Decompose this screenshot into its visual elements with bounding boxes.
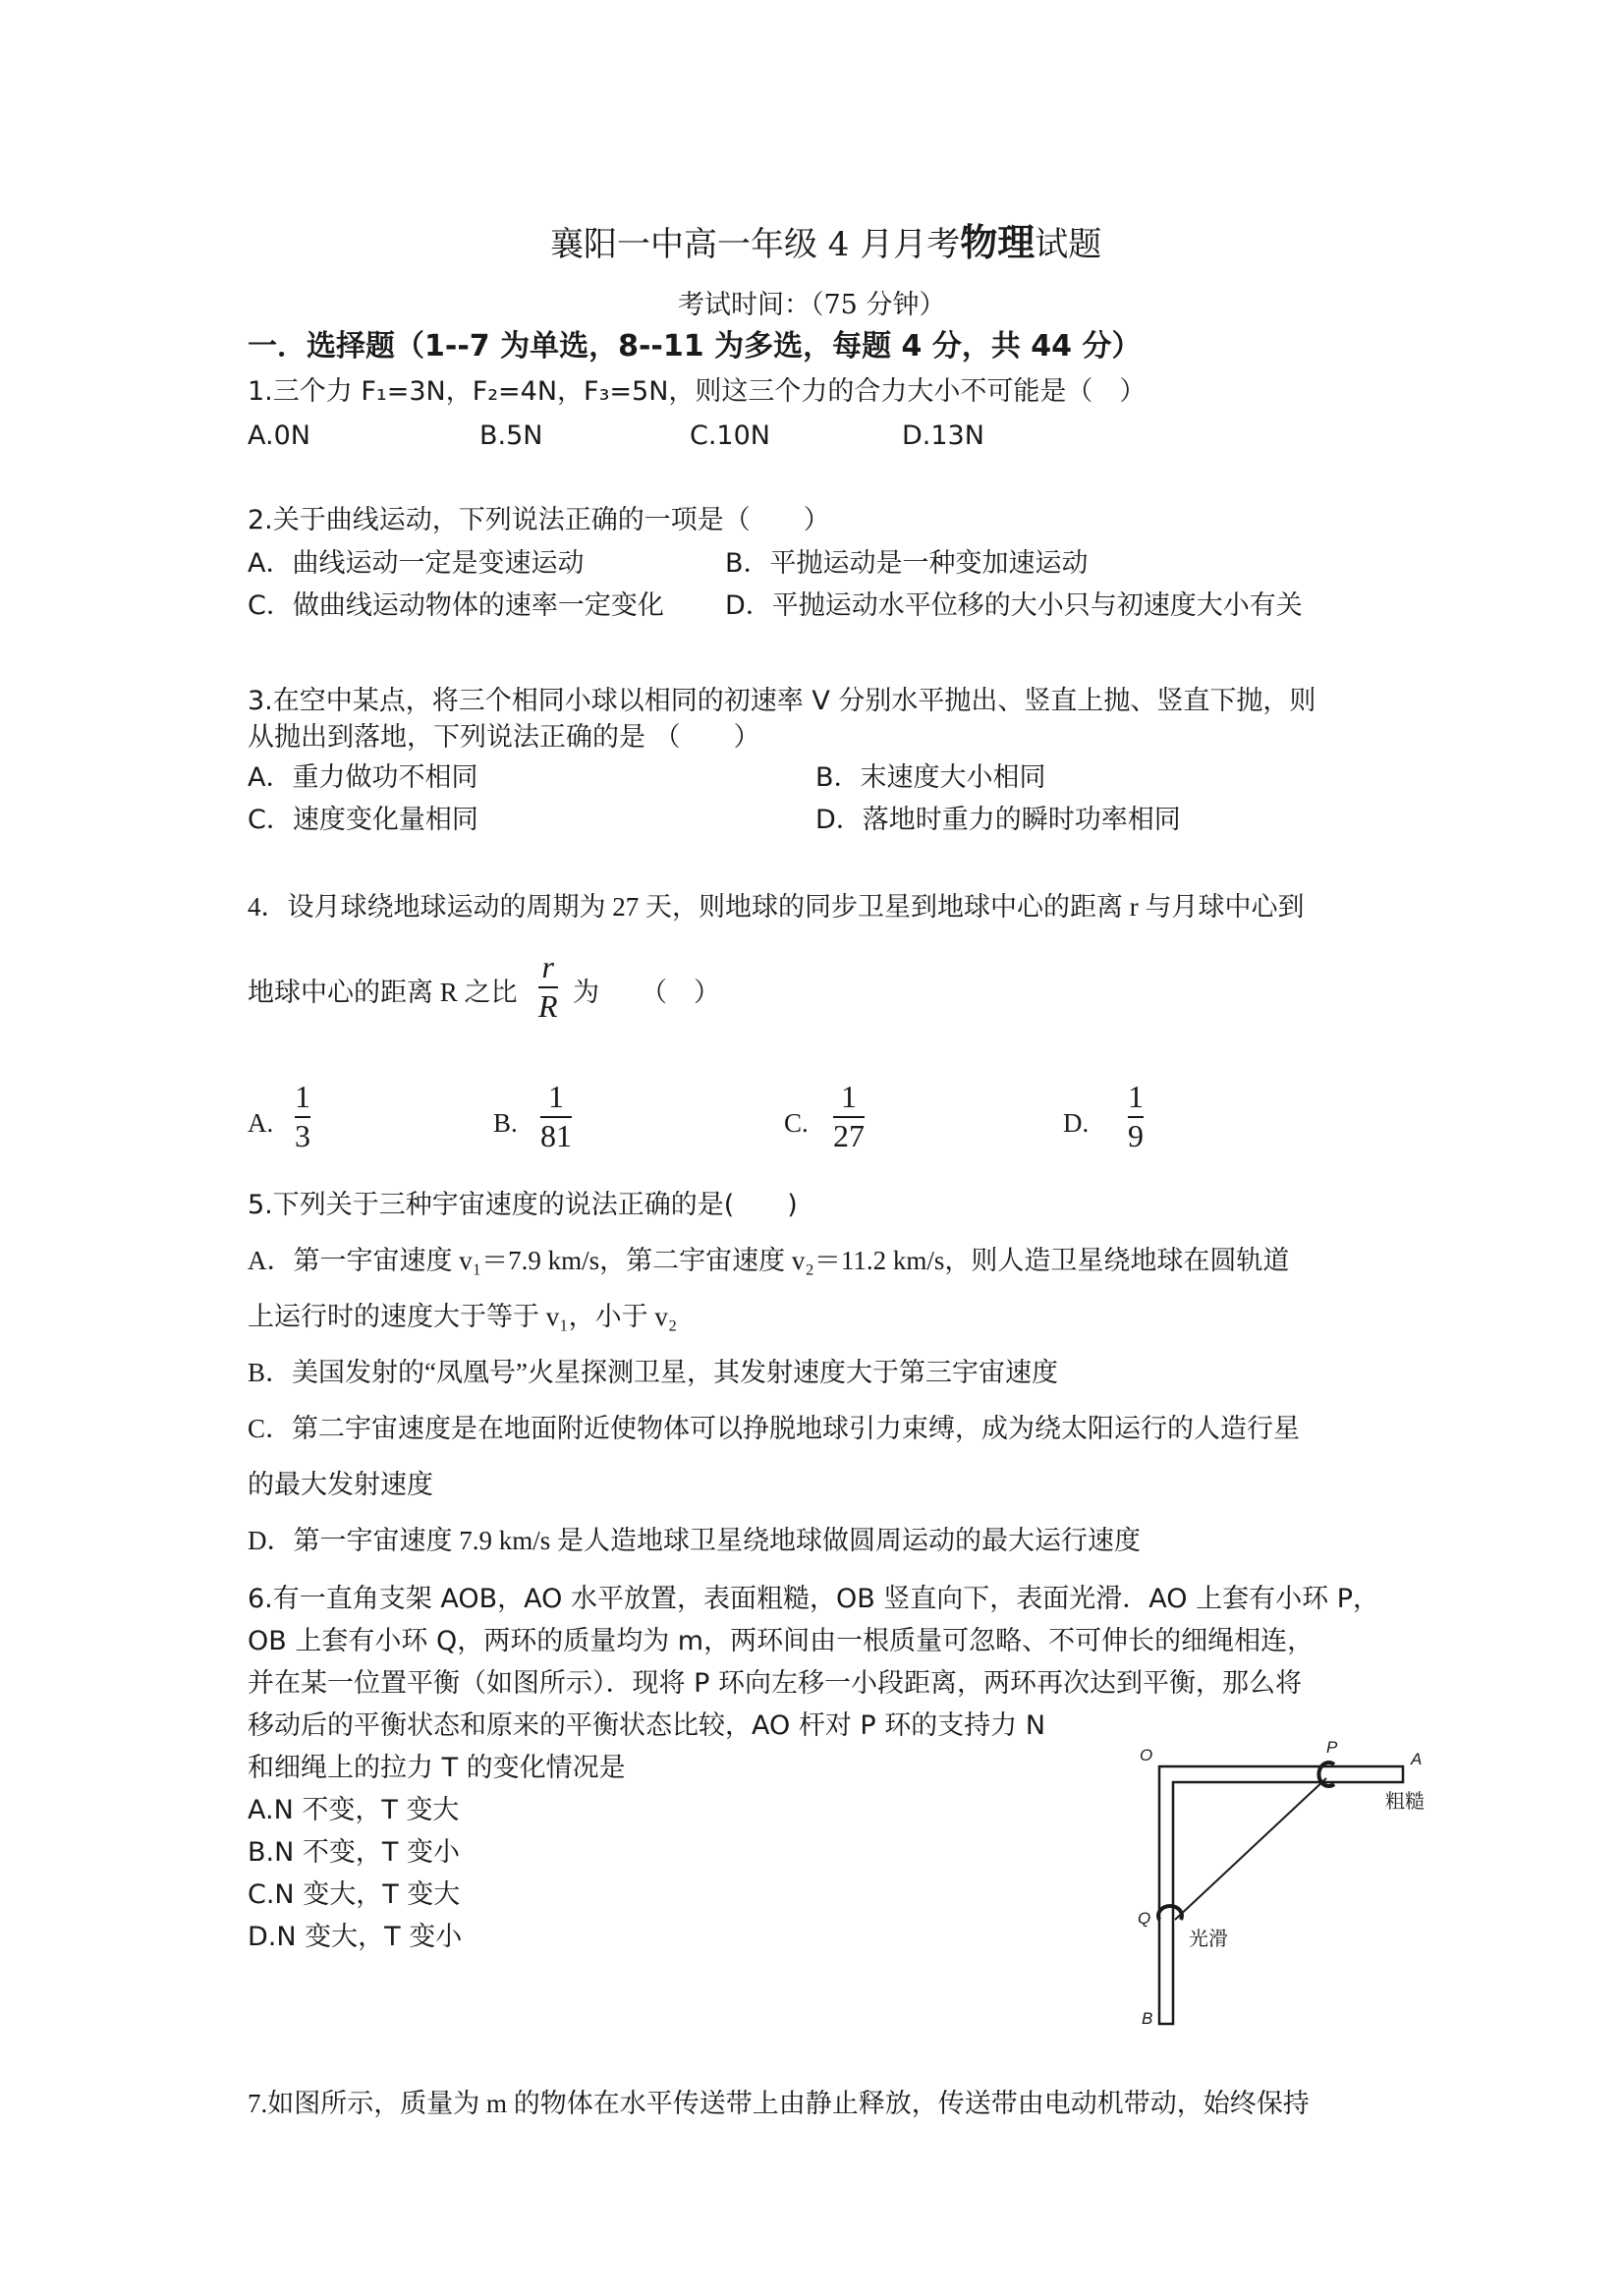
exam-title — [550, 220, 1102, 264]
q2-option-c: C．做曲线运动物体的速率一定变化 — [248, 590, 664, 621]
q4-option-a-fraction — [295, 1081, 310, 1152]
q4-option-c-fraction — [833, 1081, 865, 1152]
label-b: B — [1142, 2009, 1153, 2028]
label-a: A — [1411, 1750, 1423, 1768]
q5-option-c-line1: C．第二宇宙速度是在地面附近使物体可以挣脱地球引力束缚，成为绕太阳运行的人造行星 — [248, 1414, 1301, 1443]
q1-option-c: C.10N — [690, 420, 770, 451]
q4-option-a-num: 1 — [295, 1079, 310, 1114]
q4-option-a-den: 3 — [295, 1117, 310, 1153]
q6-stem-line3: 并在某一位置平衡（如图所示）．现将 P 环向左移一小段距离，两环再次达到平衡，那么将 — [248, 1668, 1302, 1699]
q3-stem-line2: 从抛出到落地，下列说法正确的是 （ ） — [248, 722, 760, 753]
q6-figure-bracket — [1130, 1739, 1454, 2034]
title-suffix: 试题 — [1035, 225, 1102, 264]
q6-stem-line1: 6.有一直角支架 AOB，AO 水平放置，表面粗糙，OB 竖直向下，表面光滑．AO 上套有小环 P， — [248, 1584, 1379, 1614]
q7-stem-line1: 7.如图所示，质量为 m 的物体在水平传送带上由静止释放，传送带由电动机带动，始终保持 — [248, 2089, 1310, 2118]
q4-stem-line2-pre: 地球中心的距离 R 之比 — [248, 978, 518, 1007]
q1-option-d: D.13N — [902, 420, 984, 451]
q4-ratio-numerator: r — [541, 949, 554, 984]
q4-option-c-label: C. — [784, 1108, 809, 1138]
q3-option-c: C．速度变化量相同 — [248, 805, 478, 835]
q2-option-b: B．平抛运动是一种变加速运动 — [725, 548, 1089, 579]
q4-option-d-den: 9 — [1128, 1117, 1144, 1153]
q4-answer-paren: （ ） — [641, 978, 720, 1007]
q1-stem: 1.三个力 F₁=3N，F₂=4N，F₃=5N，则这三个力的合力大小不可能是（ ） — [248, 376, 1147, 407]
label-p: P — [1326, 1739, 1338, 1757]
q4-option-c-num: 1 — [841, 1079, 857, 1114]
q4-option-d-label: D. — [1063, 1108, 1090, 1138]
q4-option-a-label: A. — [248, 1108, 274, 1138]
q2-stem: 2.关于曲线运动，下列说法正确的一项是（ ） — [248, 505, 830, 535]
q4-ratio-denominator: R — [538, 987, 558, 1024]
q3-stem-line1: 3.在空中某点，将三个相同小球以相同的初速率 V 分别水平抛出、竖直上抛、竖直下抛，则 — [248, 686, 1316, 716]
q6-stem-line5: 和细绳上的拉力 T 的变化情况是 — [248, 1753, 626, 1783]
q4-option-d-num: 1 — [1128, 1079, 1144, 1114]
q2-option-d: D．平抛运动水平位移的大小只与初速度大小有关 — [725, 590, 1303, 621]
q6-stem-line2: OB 上套有小环 Q，两环的质量均为 m，两环间由一根质量可忽略、不可伸长的细绳相连， — [248, 1626, 1315, 1656]
q3-option-a: A．重力做功不相同 — [248, 762, 478, 793]
q3-option-b: B．末速度大小相同 — [815, 762, 1046, 793]
string — [1175, 1778, 1326, 1920]
title-subject: 物理 — [960, 220, 1035, 264]
q6-option-a: A.N 不变，T 变大 — [248, 1795, 460, 1825]
q5-option-a-line2: 上运行时的速度大于等于 v₁，小于 v₂ — [248, 1302, 678, 1331]
rod-ao — [1159, 1766, 1403, 2024]
section-heading: 一．选择题（1--7 为单选，8--11 为多选，每题 4 分，共 44 分） — [248, 329, 1142, 364]
q4-stem-line2-post: 为 — [573, 978, 599, 1007]
q4-option-c-den: 27 — [833, 1117, 865, 1153]
q6-option-c: C.N 变大，T 变大 — [248, 1879, 461, 1910]
q1-option-b: B.5N — [479, 420, 543, 451]
label-q: Q — [1138, 1909, 1151, 1928]
q5-option-c-line2: 的最大发射速度 — [248, 1470, 433, 1499]
q1-option-a: A.0N — [248, 420, 310, 451]
title-prefix: 襄阳一中高一年级 4 月月考 — [550, 225, 961, 264]
exam-time: 考试时间：（75 分钟） — [678, 290, 946, 320]
q4-stem-line1: 4．设月球绕地球运动的周期为 27 天，则地球的同步卫星到地球中心的距离 r 与月球中心到 — [248, 892, 1305, 922]
q3-option-d: D．落地时重力的瞬时功率相同 — [815, 805, 1181, 835]
q4-option-b-num: 1 — [548, 1079, 564, 1114]
q4-option-b-fraction — [540, 1081, 572, 1152]
q4-ratio-fraction — [538, 951, 558, 1023]
label-o: O — [1140, 1746, 1153, 1764]
q5-option-d: D．第一宇宙速度 7.9 km/s 是人造地球卫星绕地球做圆周运动的最大运行速度 — [248, 1526, 1142, 1555]
q5-option-b: B．美国发射的“凤凰号”火星探测卫星，其发射速度大于第三宇宙速度 — [248, 1358, 1058, 1387]
q6-option-d: D.N 变大，T 变小 — [248, 1922, 463, 1952]
q4-option-b-den: 81 — [540, 1117, 572, 1153]
q2-option-a: A．曲线运动一定是变速运动 — [248, 548, 585, 579]
q4-option-b-label: B. — [493, 1108, 518, 1138]
q5-stem: 5.下列关于三种宇宙速度的说法正确的是( ) — [248, 1190, 798, 1220]
q4-option-d-fraction — [1128, 1081, 1144, 1152]
label-rough: 粗糙 — [1385, 1789, 1425, 1813]
q6-option-b: B.N 不变，T 变小 — [248, 1837, 460, 1868]
label-smooth: 光滑 — [1189, 1927, 1228, 1950]
q6-stem-line4: 移动后的平衡状态和原来的平衡状态比较，AO 杆对 P 环的支持力 N — [248, 1710, 1046, 1741]
q5-option-a-line1: A．第一宇宙速度 v₁＝7.9 km/s，第二宇宙速度 v₂＝11.2 km/s，则人造卫星绕地球在圆轨道 — [248, 1246, 1290, 1275]
